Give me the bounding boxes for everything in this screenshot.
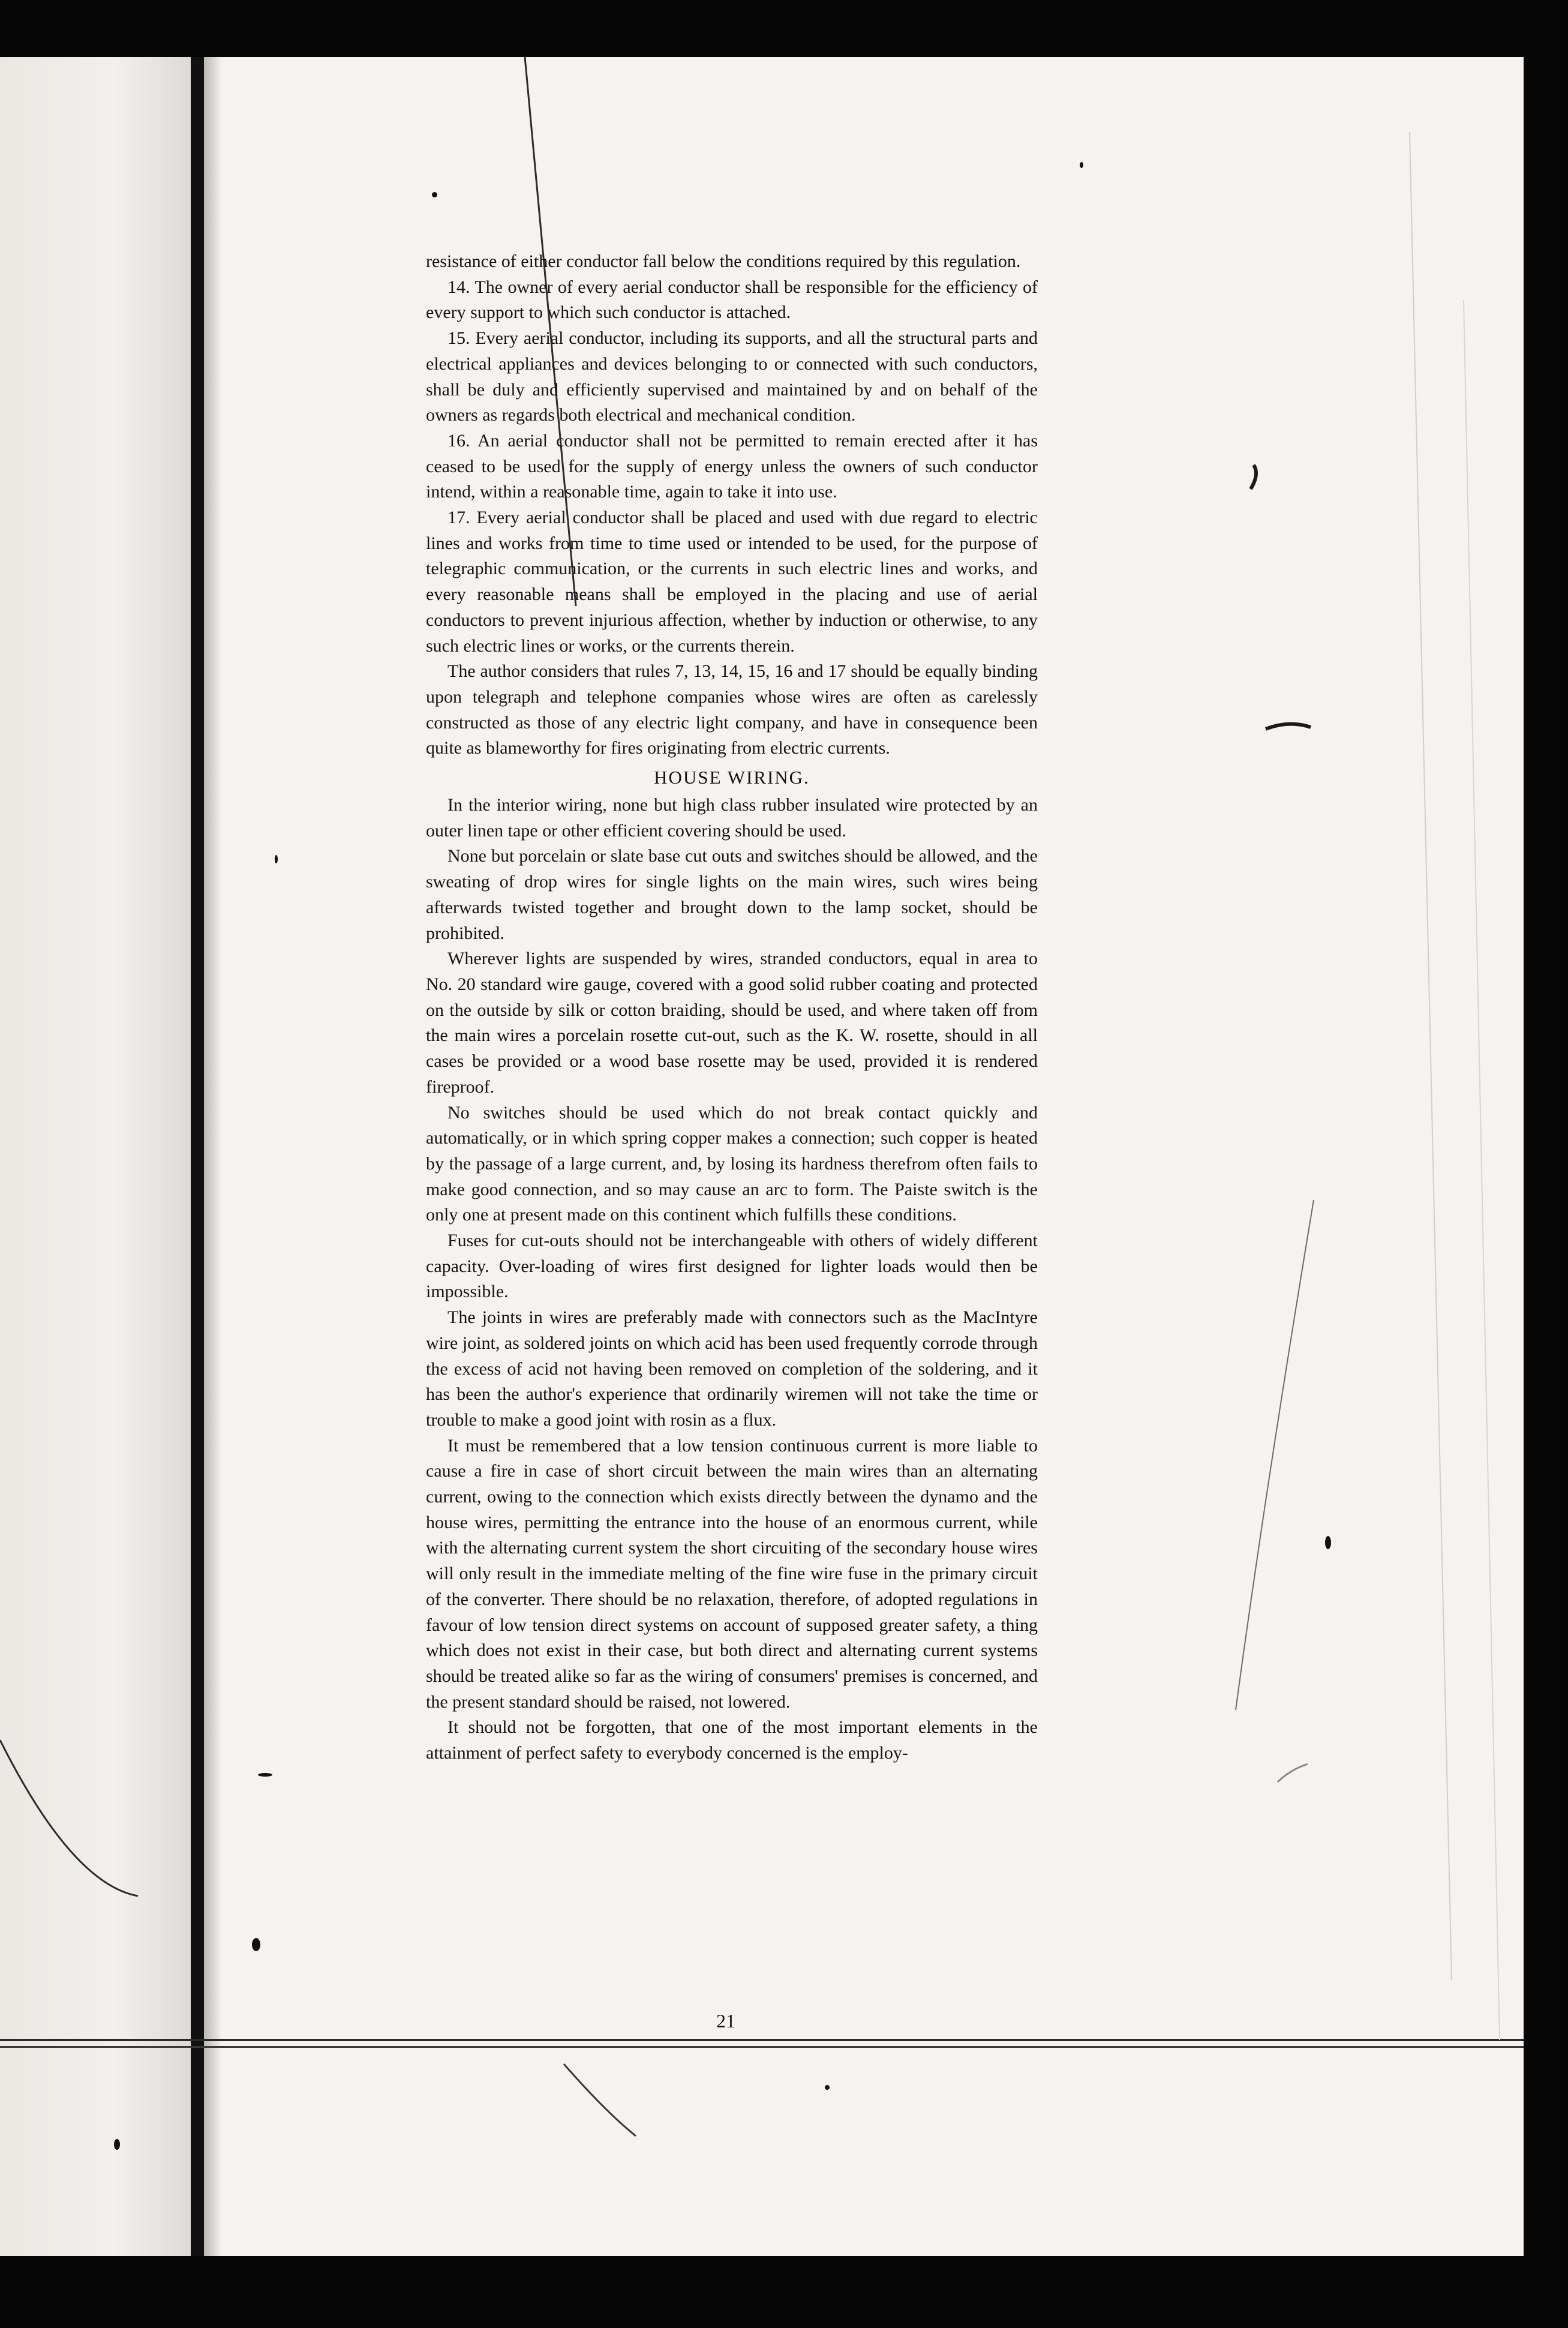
ink-speck (275, 855, 278, 863)
page-bottom-rule-secondary (0, 2046, 1524, 2048)
paragraph: 16. An aerial conductor shall not be permitted to remain erected after it has ceased to be used for the supply of energy unless the owners of such conductor intend, within a reasonable time, again to take it into use. (426, 430, 1038, 502)
paragraph: The author considers that rules 7, 13, 14, 15, 16 and 17 should be equally binding upon telegraph and telephone companies whose wires are often as carelessly constructed as those of any electric light company, and have in consequence been quite as blameworthy for fires originating from electric currents. (426, 661, 1038, 758)
ink-speck (432, 192, 437, 197)
paragraph: 17. Every aerial conductor shall be placed and used with due regard to electric lines and works from time to time used or intended to be used, for the purpose of telegraphic communication, or the currents in such electric lines and works, and every reasonable means shall be employed in the placing and use of aerial conductors to prevent injurious affection, whether by induction or otherwise, to any such electric lines or works, or the currents therein. (426, 508, 1038, 656)
ink-speck (252, 1938, 260, 1951)
paragraph: Fuses for cut-outs should not be interchangeable with others of widely different capacity. Over-loading of wires first designed for lighter loads would then be impossible. (426, 1231, 1038, 1302)
gutter-shadow (204, 57, 222, 2256)
paragraph: No switches should be used which do not break contact quickly and automatically, or in which spring copper makes a connection; such copper is heated by the passage of a large current, and, by losing its hardness therefrom often fails to make good connection, and so may cause an arc to form. The Paiste switch is the only one at present made on this continent which fulfills these conditions. (426, 1102, 1038, 1225)
ink-speck (825, 2085, 830, 2090)
ink-speck (1080, 162, 1083, 168)
paragraph: In the interior wiring, none but high class rubber insulated wire protected by an outer linen tape or other efficient covering should be used. (426, 795, 1038, 841)
section-heading: HOUSE WIRING. (654, 767, 810, 788)
facing-page-edge (0, 57, 191, 2256)
page-number: 21 (716, 2010, 735, 2032)
paragraph: It must be remembered that a low tension continuous current is more liable to cause a fire in case of short circuit between the main wires than an alternating current, owing to the connection which exists directly between the dynamo and the house wires, permitting the entrance into the house of an enormous current, while with the alternating current system the short circuiting of the secondary house wires will only result in the immediate melting of the fine wire fuse in the primary circuit of the converter. There should be no relaxation, therefore, of adopted regulations in favour of low tension direct systems on account of supposed greater safety, a thing which does not exist in their case, but both direct and alternating current systems should be treated alike so far as the wiring of consumers' premises is concerned, and the present standard should be raised, not lowered. (426, 1435, 1038, 1712)
scan-right-border (1524, 0, 1568, 2328)
paragraph: Wherever lights are suspended by wires, stranded conductors, equal in area to No. 20 standard wire gauge, covered with a good solid rubber coating and protected on the outside by silk or cotton braiding, should be used, and where taken off from the main wires a porcelain rosette cut-out, such as the K. W. rosette, should in all cases be provided or a wood base rosette may be used, provided it is rendered fireproof. (426, 949, 1038, 1097)
ink-speck (1325, 1536, 1331, 1549)
book-spine-gutter (191, 57, 204, 2256)
paragraph: None but porcelain or slate base cut outs and switches should be allowed, and the sweating of drop wires for single lights on the main wires, such wires being afterwards twisted together and brought down to the lamp socket, should be prohibited. (426, 846, 1038, 943)
page-bottom-rule (0, 2039, 1524, 2041)
body-text (426, 249, 1038, 1766)
scan-top-border (0, 0, 1568, 57)
paragraph: It should not be forgotten, that one of the most important elements in the attainment of perfect safety to everybody concerned is the employ- (426, 1717, 1038, 1763)
scan-bottom-border (0, 2256, 1568, 2328)
paragraph: resistance of either conductor fall below the conditions required by this regulation. (426, 251, 1021, 271)
ink-speck (258, 1773, 272, 1777)
ink-speck (114, 2139, 120, 2150)
paragraph: The joints in wires are preferably made with connectors such as the MacIntyre wire joint, as soldered joints on which acid has been used frequently corrode through the excess of acid not having been removed on completion of the soldering, and it has been the author's experience that ordinarily wiremen will not take the time or trouble to make a good joint with rosin as a flux. (426, 1307, 1038, 1430)
paragraph: 14. The owner of every aerial conductor shall be responsible for the efficiency of every support to which such conductor is attached. (426, 277, 1038, 323)
paragraph: 15. Every aerial conductor, including its supports, and all the structural parts and electrical appliances and devices belonging to or connected with such conductors, shall be duly and efficiently supervised and maintained by and on behalf of the owners as regards both electrical and mechanical condition. (426, 328, 1038, 425)
